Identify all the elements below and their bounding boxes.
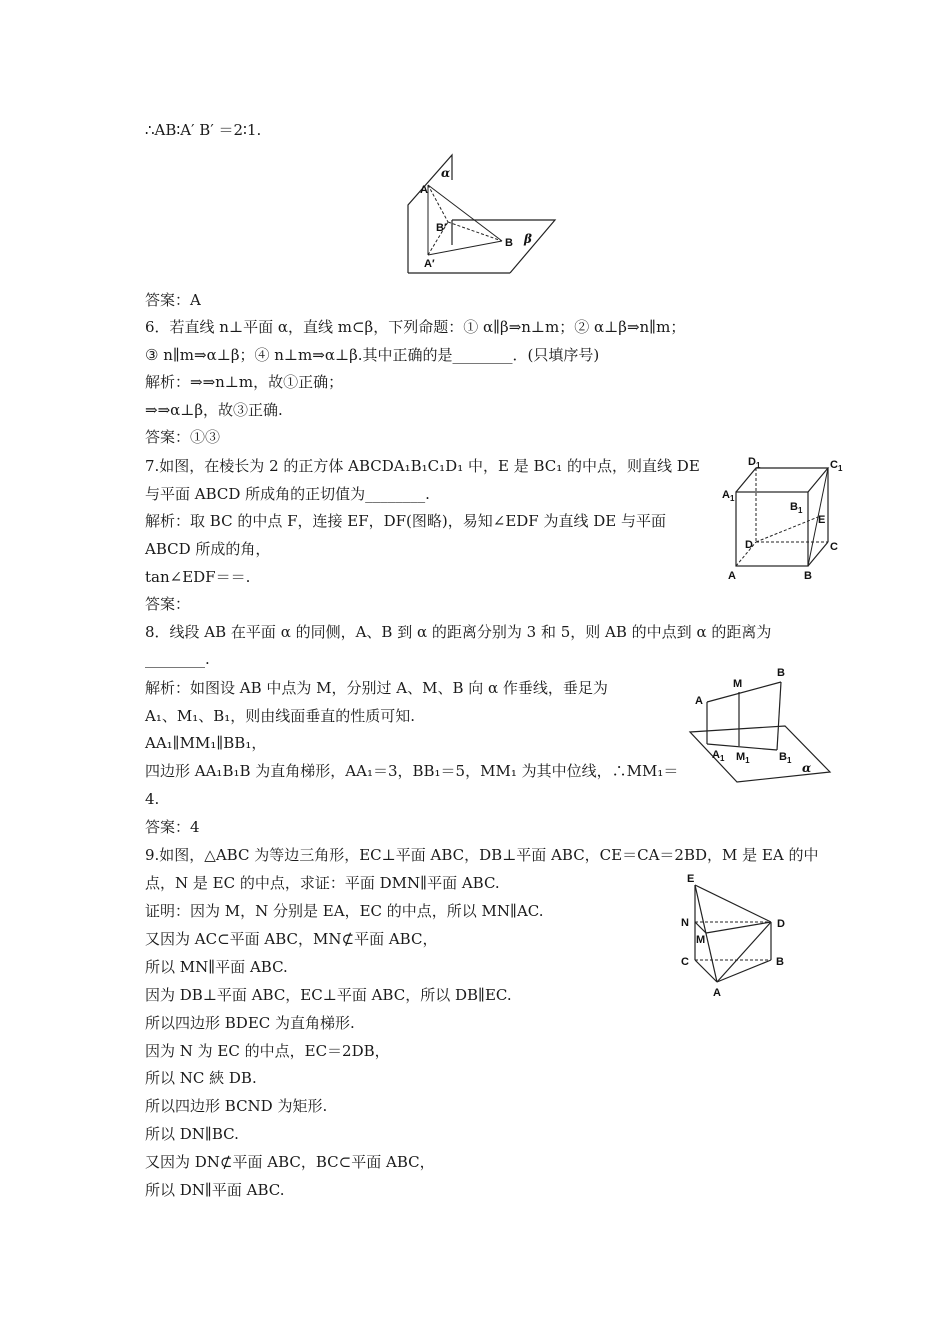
vertex-c-label: C xyxy=(830,541,838,553)
text-line: 点，N 是 EC 的中点，求证：平面 DMN∥平面 ABC. xyxy=(145,874,500,892)
vertex-d-label: D xyxy=(745,539,753,551)
vertex-d1-label: $D_1$ xyxy=(748,456,761,470)
question-9: 9.如图，△ABC 为等边三角形，EC⊥平面 ABC，DB⊥平面 ABC，CE＝CA＝2BD，M 是 EA 的中 xyxy=(145,846,819,864)
solution-line: 解析：如图设 AB 中点为 M，分别过 A、M、B 向 α 作垂线，垂足为 xyxy=(145,679,608,697)
text-line: 所以四边形 BCND 为矩形. xyxy=(145,1097,328,1115)
text-line: 又因为 DN⊄平面 ABC，BC⊂平面 ABC， xyxy=(145,1153,435,1171)
point-a-label: A xyxy=(420,184,428,196)
point-b-label: B xyxy=(776,956,784,968)
figure-trapezoid xyxy=(685,662,835,782)
text-line: 所以四边形 BDEC 为直角梯形. xyxy=(145,1014,355,1032)
answer-line: 答案：①③ xyxy=(145,428,221,446)
point-m1-label: $M_1$ xyxy=(736,751,750,765)
text-line: 所以 DN∥BC. xyxy=(145,1125,239,1143)
vertex-a1-label: $A_1$ xyxy=(722,489,735,503)
question-6: 6．若直线 n⊥平面 α，直线 m⊂β，下列命题：① α∥β⇒n⊥m；② α⊥β⇒n∥m； xyxy=(145,318,686,336)
text-line: 因为 N 为 EC 的中点，EC＝2DB， xyxy=(145,1042,390,1060)
plane-beta-label: β xyxy=(524,232,532,246)
question-8: 8．线段 AB 在平面 α 的同侧，A、B 到 α 的距离分别为 3 和 5，则 AB 的中点到 α 的距离为 xyxy=(145,623,772,641)
text-line: ________. xyxy=(145,650,210,668)
point-c-label: C xyxy=(681,956,689,968)
point-a-label: A xyxy=(713,987,721,999)
answer-line: 答案：4 xyxy=(145,818,200,836)
figure-prism xyxy=(675,870,795,1000)
answer-line: 答案： xyxy=(145,595,191,613)
text-line: ③ n∥m⇒α⊥β；④ n⊥m⇒α⊥β.其中正确的是________．(只填序号) xyxy=(145,346,600,364)
figure-planes xyxy=(400,150,560,280)
vertex-b1-label: $B_1$ xyxy=(790,501,803,515)
text-line: ⇒⇒α⊥β，故③正确. xyxy=(145,401,283,419)
point-b-prime-label: B′ xyxy=(436,222,447,234)
point-b1-label: $B_1$ xyxy=(779,751,792,765)
text-line: ABCD 所成的角， xyxy=(145,540,271,558)
plane-alpha-label: α xyxy=(441,166,451,180)
point-a-label: A xyxy=(695,695,703,707)
point-a-prime-label: A′ xyxy=(424,258,435,270)
point-e-label: E xyxy=(818,514,826,526)
vertex-c1-label: $C_1$ xyxy=(830,459,843,473)
text-line: 所以 NC 綊 DB. xyxy=(145,1069,257,1087)
solution-line: 解析：⇒⇒n⊥m，故①正确； xyxy=(145,373,344,391)
point-m-label: M xyxy=(696,934,706,946)
text-line: 又因为 AC⊂平面 ABC，MN⊄平面 ABC， xyxy=(145,930,438,948)
answer-line: 答案：A xyxy=(145,291,201,309)
text-line: 与平面 ABCD 所成角的正切值为________. xyxy=(145,485,430,503)
text-line: tan∠EDF＝＝. xyxy=(145,568,251,586)
vertex-b-label: B xyxy=(804,570,812,582)
point-b-label: B xyxy=(777,667,785,679)
point-b-label: B xyxy=(505,237,513,249)
plane-alpha-label: α xyxy=(802,761,812,775)
proof-line: 证明：因为 M，N 分别是 EA，EC 的中点，所以 MN∥AC. xyxy=(145,902,544,920)
text-line: 所以 MN∥平面 ABC. xyxy=(145,958,288,976)
point-d-label: D xyxy=(777,918,785,930)
point-e-label: E xyxy=(687,873,695,885)
text-line: AA₁∥MM₁∥BB₁， xyxy=(145,734,267,752)
figure-cube xyxy=(720,455,850,585)
text-line: 四边形 AA₁B₁B 为直角梯形，AA₁＝3，BB₁＝5，MM₁ 为其中位线，∴MM₁＝ xyxy=(145,762,679,780)
text-line: 所以 DN∥平面 ABC. xyxy=(145,1181,285,1199)
point-a1-label: $A_1$ xyxy=(712,749,725,763)
text-line: 4. xyxy=(145,790,160,808)
question-7: 7.如图，在棱长为 2 的正方体 ABCDA₁B₁C₁D₁ 中，E 是 BC₁ 的中点，则直线 DE xyxy=(145,457,700,475)
text-line: 因为 DB⊥平面 ABC，EC⊥平面 ABC，所以 DB∥EC. xyxy=(145,986,512,1004)
text-line: A₁、M₁、B₁，则由线面垂直的性质可知. xyxy=(145,707,416,725)
text-line: ∴AB∶A′ B′ ＝2∶1. xyxy=(145,121,262,139)
vertex-a-label: A xyxy=(728,570,736,582)
point-n-label: N xyxy=(681,917,689,929)
point-m-label: M xyxy=(733,678,743,690)
solution-line: 解析：取 BC 的中点 F，连接 EF，DF(图略)，易知∠EDF 为直线 DE 与平面 xyxy=(145,512,666,530)
